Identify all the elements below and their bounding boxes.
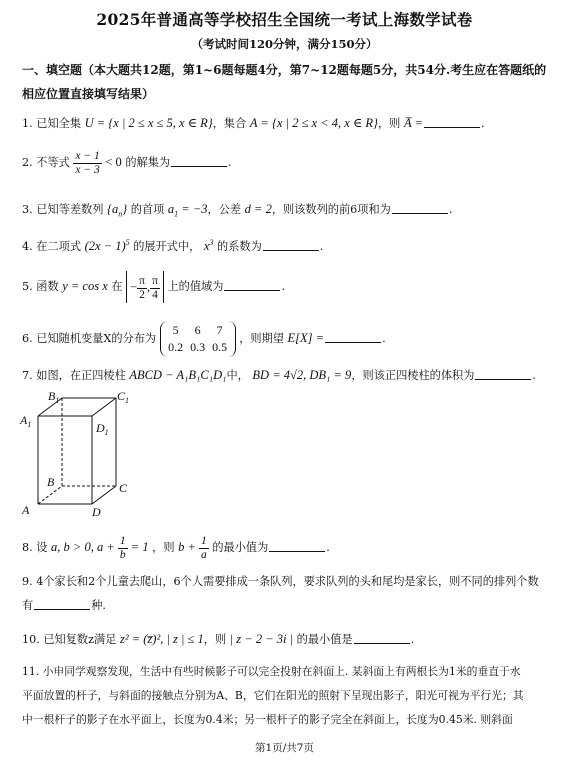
q8-text-2: ，则 xyxy=(152,541,175,554)
q8-fraction-1 xyxy=(118,535,128,562)
q6-cell: 5 xyxy=(172,323,179,337)
q3-first-term xyxy=(167,202,208,219)
q6-cell: 0.2 xyxy=(168,340,184,354)
q3-a-value: = −3 xyxy=(178,202,208,216)
label-c1: $C_1$ xyxy=(117,389,130,405)
exam-subtitle: （考试时间120分钟，满分150分） xyxy=(191,37,378,51)
q4-x: x xyxy=(203,239,210,254)
q1-text-1: 已知全集 xyxy=(36,117,82,130)
q3-period: . xyxy=(448,203,453,216)
q9-answer-blank[interactable] xyxy=(34,597,90,610)
q1-text-3: ，则 xyxy=(377,117,401,130)
q11-line-2: 平面放置的杆子，与斜面的接触点分别为A、B，它们在阳光的照射下呈现出影子，阳光可视为平行光；其 xyxy=(22,689,524,702)
q8-f2-den: a xyxy=(201,548,207,561)
q4-term xyxy=(204,239,214,253)
q5-lower-num: π xyxy=(139,274,145,287)
q1-text-2: ，集合 xyxy=(212,117,247,130)
q4-binomial xyxy=(85,239,130,253)
q6-period: . xyxy=(382,332,386,345)
q5-lower-bound xyxy=(137,275,147,302)
q8-fraction-2 xyxy=(199,535,209,562)
q4-text-2: 的展开式中， xyxy=(133,240,201,254)
question-2 xyxy=(22,147,552,178)
q6-distribution-matrix xyxy=(160,321,236,357)
q3-a: a xyxy=(167,202,175,216)
q10-text-3: 的最小值是 xyxy=(296,633,353,646)
question-10 xyxy=(22,628,552,651)
q7-answer-blank[interactable] xyxy=(475,367,531,380)
question-8 xyxy=(22,530,552,565)
question-3 xyxy=(22,198,552,226)
q2-text-1: 不等式 xyxy=(36,156,70,169)
q5-text-3: 上的值域为 xyxy=(167,280,224,293)
q10-modulus: | z − 2 − 3i | xyxy=(229,632,294,646)
q7-lengths: BD = 4√2, DB₁ = 9 xyxy=(252,368,352,382)
q3-seq-open: {a xyxy=(106,202,119,216)
label-d1: $D_1$ xyxy=(96,421,109,437)
q7-period: . xyxy=(532,369,536,382)
q4-text-3: 的系数为 xyxy=(217,240,262,254)
question-5 xyxy=(22,268,552,305)
edge-dc xyxy=(92,486,116,504)
q4-period: . xyxy=(319,240,324,254)
label-a: A xyxy=(22,503,30,517)
q8-answer-blank[interactable] xyxy=(269,539,325,552)
q2-period: . xyxy=(228,156,232,169)
q8-expr-start: b + xyxy=(178,540,196,554)
q2-text-2: 的解集为 xyxy=(125,156,171,169)
q2-number: 2. xyxy=(22,156,33,169)
q2-numerator: x − 1 xyxy=(75,149,100,162)
q5-interval: − $\frac{\pi}{2}$ , $\frac{\pi}{4}$ xyxy=(126,271,164,303)
q8-f1-num: 1 xyxy=(119,534,126,547)
q1-period: . xyxy=(480,117,485,130)
q3-difference: d = 2 xyxy=(244,202,272,216)
q10-condition: z² = (z̅)², | z | ≤ 1 xyxy=(119,632,204,646)
question-1 xyxy=(22,112,552,135)
q10-period: . xyxy=(410,633,415,646)
q8-period: . xyxy=(326,541,330,554)
q5-text-1: 函数 xyxy=(36,280,59,293)
q7-number: 7. xyxy=(22,369,33,382)
q6-expectation: E[X] = xyxy=(287,331,325,345)
q8-f1-den: b xyxy=(119,548,126,561)
q3-text-1: 已知等差数列 xyxy=(36,203,104,216)
q8-condition xyxy=(51,534,149,561)
q4-binomial-base: (2x − 1) xyxy=(84,239,126,254)
edge-d1c1 xyxy=(92,398,116,416)
q5-upper-num: π xyxy=(152,274,158,287)
q3-number: 3. xyxy=(22,203,33,216)
q6-text-1: 已知随机变量X的分布为 xyxy=(36,332,157,345)
q6-cell: 6 xyxy=(194,323,201,337)
q5-lower-den: 2 xyxy=(139,288,145,301)
q4-answer-blank[interactable] xyxy=(263,238,319,251)
q3-text-3: ，公差 xyxy=(207,203,242,216)
question-4 xyxy=(22,232,552,258)
q11-line-3: 中一根杆子的影子在水平面上，长度为0.4米；另一根杆子的影子完全在斜面上，长度为0.45米. 则斜面 xyxy=(22,713,513,726)
label-b1: $B_1$ xyxy=(48,389,60,405)
q2-denominator: x − 3 xyxy=(75,163,100,176)
q7-text-2: 中， xyxy=(226,369,249,382)
q4-text-1: 在二项式 xyxy=(36,240,82,254)
q2-fraction xyxy=(73,150,101,177)
q8-text-1: 设 xyxy=(36,541,48,554)
q1-answer-blank[interactable] xyxy=(424,115,480,128)
q6-text-2: ，则期望 xyxy=(239,332,284,345)
q3-text-4: ，则该数列的前6项和为 xyxy=(271,203,391,216)
q4-number: 4. xyxy=(22,240,33,254)
q11-line-1: 11. 小申同学观察发现，生活中有些时候影子可以完全投射在斜面上. 某斜面上有两根长为1米的垂直于水 xyxy=(22,665,521,678)
q6-answer-blank[interactable] xyxy=(325,330,381,343)
q8-number: 8. xyxy=(22,541,33,554)
q8-cond-start: a, b > 0, a + xyxy=(51,540,115,554)
q1-complement: A̅ = xyxy=(403,116,423,130)
q3-a-sub: 1 xyxy=(174,209,179,219)
q7-text-1: 如图，在正四棱柱 xyxy=(36,369,126,382)
q5-upper-bound xyxy=(150,275,160,302)
q5-answer-blank[interactable] xyxy=(224,278,280,291)
q5-minus: − xyxy=(130,280,138,294)
q2-relation: < 0 xyxy=(105,155,122,169)
q9-text-a: 有 xyxy=(22,599,34,612)
q1-set-a: A = {x | 2 ≤ x < 4, x ∈ R} xyxy=(249,116,378,130)
q8-f2-num: 1 xyxy=(201,534,207,547)
q8-expression xyxy=(178,534,209,561)
q10-number: 10. xyxy=(22,633,40,646)
q4-x-exp: 3 xyxy=(209,238,214,247)
q5-upper-den: 4 xyxy=(152,288,158,301)
question-11 xyxy=(22,660,552,732)
q9-text-b: 种. xyxy=(91,599,106,612)
label-d: D xyxy=(92,505,101,518)
q3-answer-blank[interactable] xyxy=(392,201,448,214)
prism-figure xyxy=(18,388,138,518)
q1-number: 1. xyxy=(22,117,33,130)
question-7 xyxy=(22,364,552,387)
q7-text-3: ，则该正四棱柱的体积为 xyxy=(351,369,475,382)
q5-period: . xyxy=(281,280,285,293)
q5-function: y = cos x xyxy=(62,279,108,293)
q9-line-2 xyxy=(22,594,552,618)
q3-seq-close: } xyxy=(122,202,128,216)
q4-binomial-exp: 5 xyxy=(125,238,130,247)
label-b: B xyxy=(47,475,55,489)
section-heading: 一、填空题（本大题共12题，第1~6题每题4分，第7~12题每题5分，共54分.考生应在答题纸的相应位置直接填写结果） xyxy=(22,63,547,101)
q3-sequence xyxy=(106,202,128,219)
q1-universal-set: U = {x | 2 ≤ x ≤ 5, x ∈ R} xyxy=(84,116,213,130)
question-9 xyxy=(22,570,552,618)
q6-cell: 0.3 xyxy=(190,340,206,354)
page-title: 2025年普通高等学校招生全国统一考试上海数学试卷 xyxy=(96,10,473,29)
q8-cond-end: = 1 xyxy=(130,540,149,554)
q2-answer-blank[interactable] xyxy=(171,154,227,167)
page-footer: 第1页/共7页 xyxy=(255,742,314,754)
q10-text-2: ，则 xyxy=(203,633,227,646)
q5-number: 5. xyxy=(22,280,33,293)
q5-text-2: 在 xyxy=(111,280,123,293)
q8-text-3: 的最小值为 xyxy=(212,541,269,554)
label-c: C xyxy=(119,481,128,495)
q3-text-2: 的首项 xyxy=(130,203,165,216)
q6-number: 6. xyxy=(22,332,33,345)
q6-cell: 0.5 xyxy=(212,340,228,354)
label-a1: $A_1$ xyxy=(20,413,32,429)
q7-prism: ABCD − A₁B₁C₁D₁ xyxy=(129,368,227,382)
q6-cell: 7 xyxy=(216,323,223,337)
q10-text-1: 已知复数z满足 xyxy=(43,633,117,646)
q3-seq-sub: n xyxy=(118,209,123,219)
question-6 xyxy=(22,318,552,359)
q9-line-1: 9. 4个家长和2个儿童去爬山，6个人需要排成一条队列，要求队列的头和尾均是家长，则不同的排列个数 xyxy=(22,575,539,588)
q10-answer-blank[interactable] xyxy=(354,631,410,644)
